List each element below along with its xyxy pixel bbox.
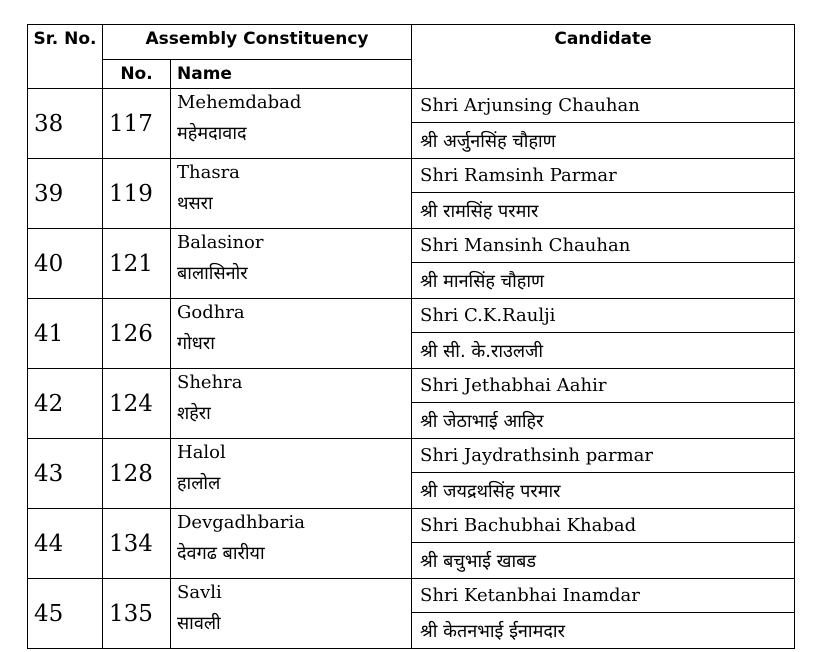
constituency-no-value: 124 [109,390,153,417]
sr-no-value: 44 [34,530,64,557]
constituency-no-cell [103,579,171,649]
candidate-name-hi: श्री सी. के.राउलजी [412,333,795,369]
constituency-no-cell [103,439,171,509]
constituency-no-value: 121 [109,250,153,277]
table-row [28,159,795,193]
table-row [28,439,795,473]
sr-no-cell [28,159,103,229]
table-row [28,299,795,333]
sr-no-value: 40 [34,250,64,277]
sr-no-value: 39 [34,180,64,207]
constituency-no-cell [103,509,171,579]
constituency-no-cell [103,299,171,369]
constituency-no-cell [103,369,171,439]
sr-no-cell [28,89,103,159]
candidate-name-en: Shri Jethabhai Aahir [412,369,795,403]
constituency-name-cell [171,369,412,439]
constituency-name-hi: बालासिनोर [177,263,248,284]
constituency-name-en: Godhra [177,302,245,323]
constituency-no-value: 117 [109,110,153,137]
constituency-name-hi: हालोल [177,473,221,494]
constituency-no-value: 126 [109,320,153,347]
constituency-name-cell [171,159,412,229]
candidate-name-hi: श्री रामसिंह परमार [412,193,795,229]
sr-no-value: 38 [34,110,64,137]
constituency-no-cell [103,229,171,299]
constituency-name-en: Mehemdabad [177,92,302,113]
constituency-no-value: 134 [109,530,153,557]
constituency-name-cell [171,89,412,159]
constituency-name-en: Savli [177,582,222,603]
table-body [28,89,795,649]
table-header [28,25,795,89]
constituency-name-hi: सावली [177,613,221,634]
candidate-name-en: Shri Jaydrathsinh parmar [412,439,795,473]
no-header: No. [103,60,171,89]
sr-no-cell [28,439,103,509]
sr-no-cell [28,299,103,369]
constituency-name-hi: थसरा [177,193,213,214]
sr-no-cell [28,369,103,439]
candidate-name-en: Shri Arjunsing Chauhan [412,89,795,123]
constituency-name-cell [171,299,412,369]
sr-no-cell [28,579,103,649]
table-row [28,229,795,263]
constituency-name-hi: महेमदावाद [177,123,247,144]
candidate-name-hi: श्री अर्जुनसिंह चौहाण [412,123,795,159]
candidate-name-hi: श्री मानसिंह चौहाण [412,263,795,299]
constituency-name-cell [171,509,412,579]
sr-no-value: 41 [34,320,64,347]
sr-no-value: 45 [34,600,64,627]
constituency-name-cell [171,579,412,649]
constituency-name-hi: देवगढ बारीया [177,543,265,564]
candidate-name-hi: श्री जयद्रथसिंह परमार [412,473,795,509]
candidate-name-en: Shri C.K.Raulji [412,299,795,333]
candidate-header: Candidate [412,25,795,89]
constituency-no-value: 119 [109,180,153,207]
table-row [28,509,795,543]
constituency-name-cell [171,229,412,299]
table-row [28,579,795,613]
candidate-name-en: Shri Bachubhai Khabad [412,509,795,543]
constituency-name-en: Halol [177,442,226,463]
constituency-no-cell [103,89,171,159]
candidate-name-hi: श्री जेठाभाई आहिर [412,403,795,439]
candidate-table [27,24,795,649]
sr-no-header: Sr. No. [28,25,103,89]
constituency-name-en: Shehra [177,372,243,393]
sr-no-cell [28,509,103,579]
candidate-name-en: Shri Mansinh Chauhan [412,229,795,263]
table-row [28,89,795,123]
name-header: Name [171,60,412,89]
candidate-name-hi: श्री केतनभाई ईनामदार [412,613,795,649]
sr-no-value: 43 [34,460,64,487]
assembly-constituency-header: Assembly Constituency [103,25,412,60]
constituency-name-en: Balasinor [177,232,264,253]
sr-no-cell [28,229,103,299]
candidate-name-hi: श्री बचुभाई खाबड [412,543,795,579]
constituency-no-cell [103,159,171,229]
table-row [28,369,795,403]
constituency-name-cell [171,439,412,509]
sr-no-value: 42 [34,390,64,417]
constituency-name-hi: शहेरा [177,403,211,424]
constituency-name-en: Thasra [177,162,240,183]
candidate-name-en: Shri Ramsinh Parmar [412,159,795,193]
constituency-name-en: Devgadhbaria [177,512,305,533]
constituency-no-value: 135 [109,600,153,627]
candidate-name-en: Shri Ketanbhai Inamdar [412,579,795,613]
constituency-no-value: 128 [109,460,153,487]
constituency-name-hi: गोधरा [177,333,215,354]
